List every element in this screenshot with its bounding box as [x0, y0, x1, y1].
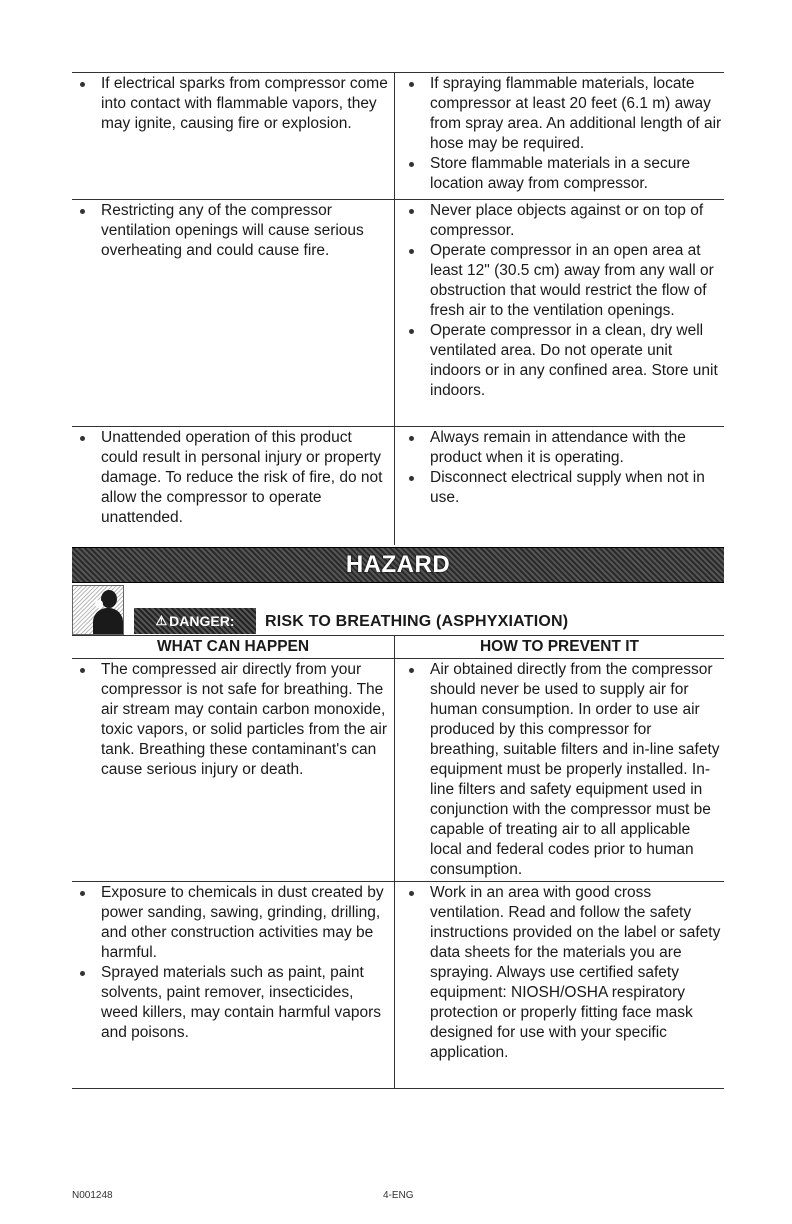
table-row [72, 659, 724, 882]
respirator-pictogram-icon [72, 585, 124, 635]
list-item: Disconnect electrical supply when not in use. [401, 468, 724, 508]
danger-header [72, 585, 724, 636]
column-headers [72, 636, 724, 659]
header-how-to-prevent: HOW TO PREVENT IT [479, 638, 640, 655]
page-number: 4-ENG [383, 1190, 414, 1201]
warning-triangle-icon: ⚠ [155, 613, 168, 628]
fire-table [72, 72, 724, 545]
list-item: Operate compressor in a clean, dry well ventilated area. Do not operate unit indoors or in any confined area. Store unit indoors. [401, 321, 724, 401]
danger-title: RISK TO BREATHING (ASPHYXIATION) [265, 613, 569, 630]
list-item: If electrical sparks from compressor come into contact with flammable vapors, they may ignite, causing fire or explosion. [72, 74, 390, 134]
danger-badge: ⚠ DANGER: [134, 608, 256, 634]
list-item: Sprayed materials such as paint, paint solvents, paint remover, insecticides, weed killers, may contain harmful vapors and poisons. [72, 963, 390, 1043]
header-what-can-happen: WHAT CAN HAPPEN [72, 636, 395, 658]
list-item: If spraying flammable materials, locate compressor at least 20 feet (6.1 m) away from spray area. An additional length of air hose may be required. [401, 74, 724, 154]
list-item: Never place objects against or on top of compressor. [401, 201, 724, 241]
document-id: N001248 [72, 1190, 113, 1201]
list-item: Operate compressor in an open area at least 12" (30.5 cm) away from any wall or obstruction that would restrict the flow of fresh air to the ventilation openings. [401, 241, 724, 321]
hazard-banner: HAZARD [72, 547, 724, 583]
list-item: Restricting any of the compressor ventilation openings will cause serious overheating and could cause fire. [72, 201, 390, 261]
table-row [72, 882, 724, 1089]
list-item: Work in an area with good cross ventilation. Read and follow the safety instructions provided on the label or safety data sheets for the materials you are spraying. Always use certified safety equipment: NIOSH/OSHA respiratory protection or properly fitting face mask designed for use with your specific application. [401, 883, 724, 1063]
table-row [72, 73, 724, 200]
safety-sheet [72, 72, 724, 1089]
list-item: Always remain in attendance with the product when it is operating. [401, 428, 724, 468]
list-item: Exposure to chemicals in dust created by power sanding, sawing, grinding, drilling, and other construction activities may be harmful. [72, 883, 390, 963]
table-row [72, 427, 724, 545]
list-item: Store flammable materials in a secure location away from compressor. [401, 154, 724, 194]
list-item: Air obtained directly from the compressor should never be used to supply air for human consumption. In order to use air produced by this compressor for breathing, suitable filters and in-line safety equipment must be properly installed. In-line filters and safety equipment used in conjunction with the compressor must be capable of treating air to all applicable local and federal codes prior to human consumption. [401, 660, 724, 880]
list-item: Unattended operation of this product could result in personal injury or property damage. To reduce the risk of fire, do not allow the compressor to operate unattended. [72, 428, 390, 528]
list-item: The compressed air directly from your compressor is not safe for breathing. The air stream may contain carbon monoxide, toxic vapors, or solid particles from the air tank. Breathing these contaminant's can cause serious injury or death. [72, 660, 390, 780]
breathing-table [72, 659, 724, 1089]
table-row [72, 200, 724, 427]
